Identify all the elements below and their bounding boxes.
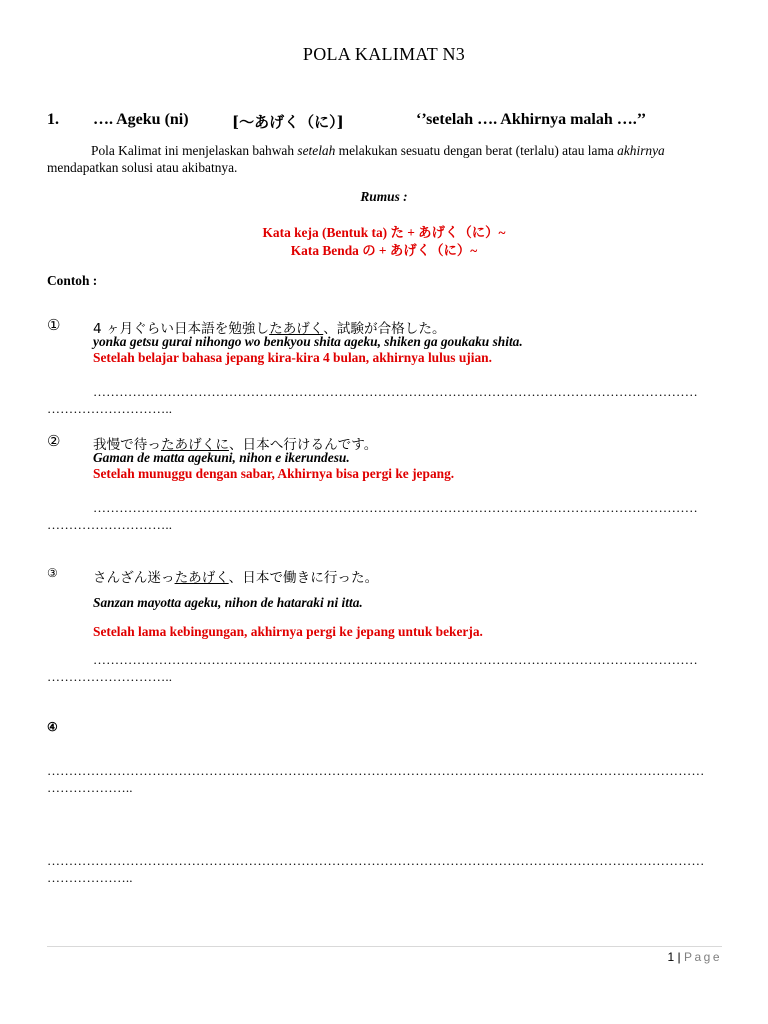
example-number: ① [47, 318, 61, 334]
answer-blank-line: ……………………….. [47, 517, 173, 532]
formula-noun: Kata Benda の + あげく（に）~ [290, 243, 478, 258]
example-translation: Setelah munuggu dengan sabar, Akhirnya bisa pergi ke jepang. [93, 466, 455, 481]
description-text: mendapatkan solusi atau akibatnya. [47, 160, 238, 175]
section-pattern-jp: [〜あげく（に）] [232, 113, 344, 131]
page-title: POLA KALIMAT N3 [302, 44, 466, 64]
example-japanese: 4 ヶ月ぐらい日本語を勉強したあげく、試験が合格した。 [93, 321, 446, 337]
description-text: melakukan sesuatu dengan berat (terlalu) atau lama [335, 143, 618, 158]
answer-blank-line: …………………………………………………………………………………………………………………………………… [47, 853, 705, 868]
page-label: Page [683, 950, 722, 964]
footer-divider [47, 946, 722, 947]
example-japanese: 我慢で待ったあげくに、日本へ行けるんです。 [93, 437, 378, 453]
footer-separator: | [677, 950, 681, 964]
example-translation: Setelah belajar bahasa jepang kira-kira 4 bulan, akhirnya lulus ujian. [93, 350, 492, 365]
description-text: Pola Kalimat ini menjelaskan bahwah [91, 143, 298, 158]
answer-blank-line: ……………….. [47, 870, 133, 885]
formula-verb: Kata keja (Bentuk ta) た + あげく（に）~ [262, 225, 506, 240]
answer-blank-line: ……………………….. [47, 401, 173, 416]
example-romaji: yonka getsu gurai nihongo wo benkyou shita ageku, shiken ga goukaku shita. [93, 334, 523, 349]
example-number: ② [47, 434, 61, 450]
example-number: ③ [47, 566, 58, 580]
answer-blank-line: ……………………….. [47, 669, 173, 684]
section-meaning: ‘’setelah …. Akhirnya malah ….’’ [416, 111, 647, 128]
example-romaji: Gaman de matta agekuni, nihon e ikerundesu. [93, 450, 350, 465]
description-paragraph [47, 142, 711, 176]
example-number: ④ [47, 720, 58, 734]
answer-blank-line: ………………………………………………………………………………………………………………………… [93, 652, 698, 667]
section-pattern: …. Ageku (ni) [93, 111, 189, 128]
page-number: 1 [667, 950, 675, 964]
example-romaji: Sanzan mayotta ageku, nihon de hataraki ni itta. [93, 595, 363, 610]
answer-blank-line: ……………….. [47, 780, 133, 795]
example-translation: Setelah lama kebingungan, akhirnya pergi ke jepang untuk bekerja. [93, 624, 483, 639]
contoh-label: Contoh : [47, 273, 98, 288]
rumus-label: Rumus : [360, 189, 408, 204]
answer-blank-line: ………………………………………………………………………………………………………………………… [93, 500, 698, 515]
description-emphasis-akhirnya: akhirnya [617, 143, 665, 158]
description-emphasis-setelah: setelah [297, 143, 336, 158]
section-number: 1. [47, 111, 59, 128]
example-japanese: さんざん迷ったあげく、日本で働きに行った。 [93, 570, 379, 586]
page-footer [667, 950, 722, 964]
answer-blank-line: …………………………………………………………………………………………………………………………………… [47, 763, 705, 778]
answer-blank-line: ………………………………………………………………………………………………………………………… [93, 384, 698, 399]
